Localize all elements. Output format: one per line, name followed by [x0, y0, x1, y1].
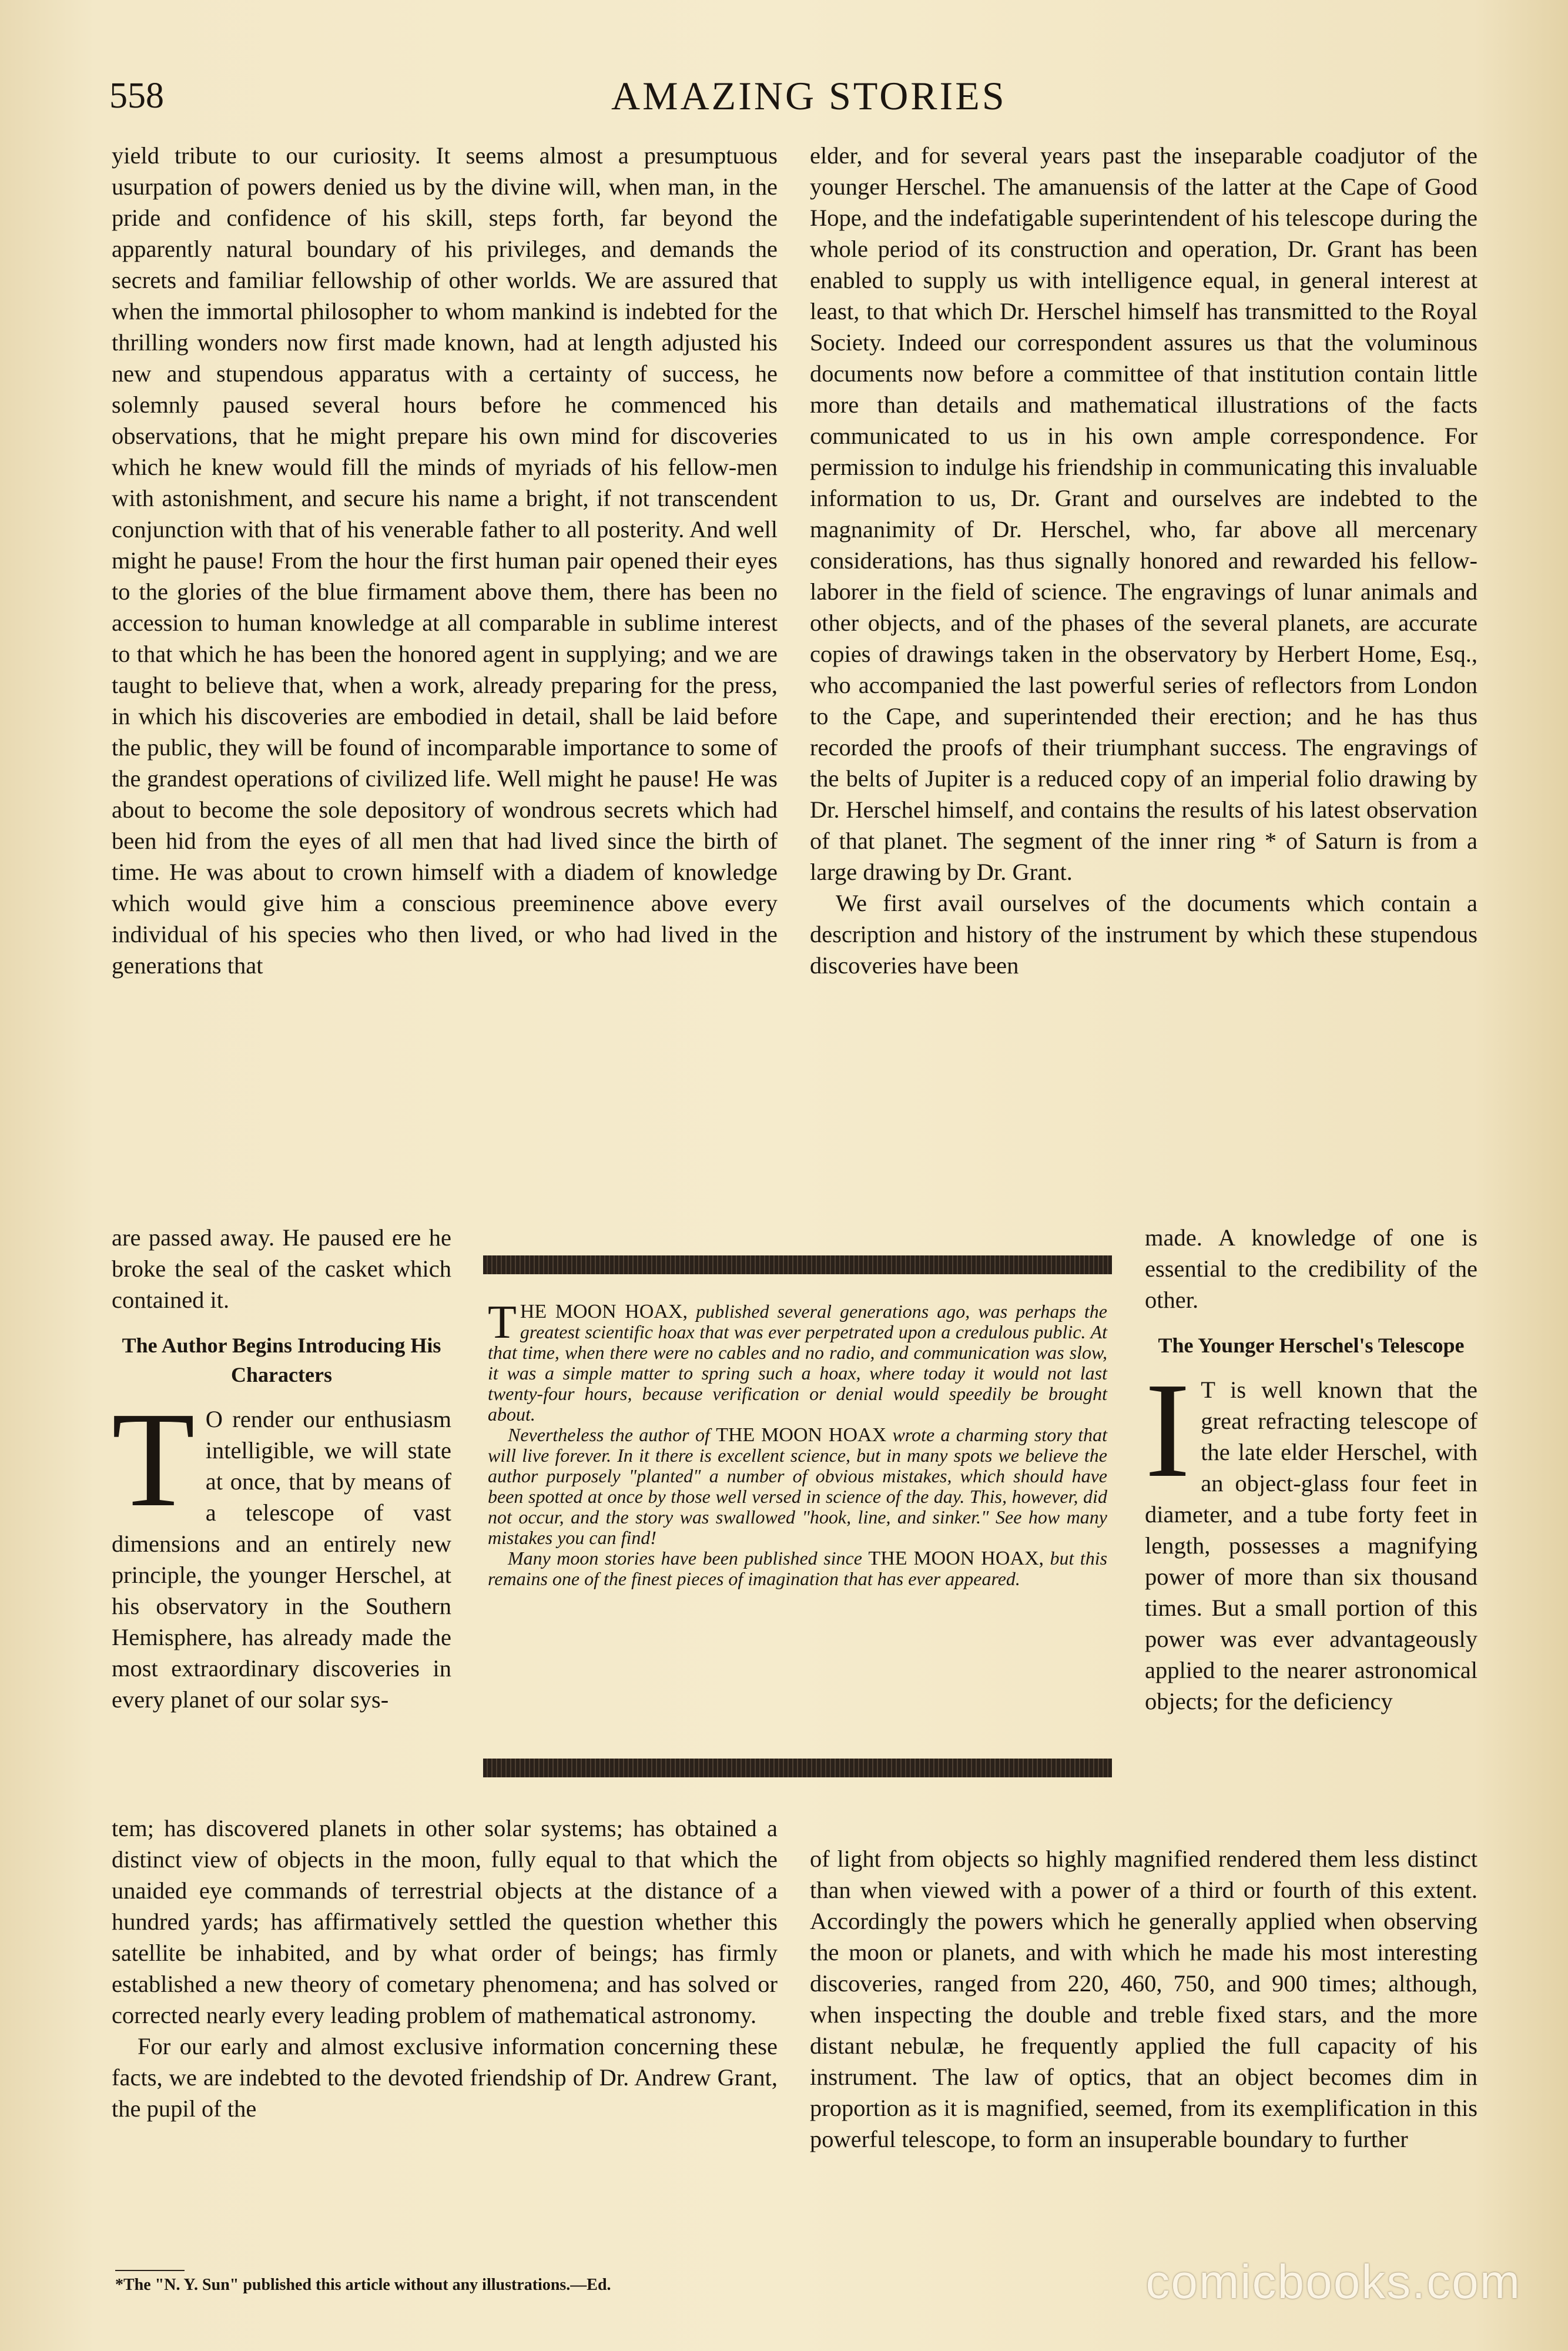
- editorial-paragraph: Many moon stories have been published since THE MOON HOAX, but this remains one of the finest pieces of imagination that has ever appeared.: [488, 1548, 1108, 1589]
- body-paragraph: T O render our enthusiasm intelligible, we will state at once, that by means of a telescope of vast dimensions and an entirely new principle, the younger Herschel, at his observatory in the Southern Hemisphere, has already made the most extraordinary discoveries in every planet of our solar sys-: [112, 1384, 451, 1713]
- footnote-rule: [115, 2270, 185, 2271]
- right-column-top: [810, 140, 1477, 981]
- magazine-title: AMAZING STORIES: [611, 73, 1007, 118]
- right-column-bottom: [810, 1843, 1477, 2155]
- editorial-paragraph: THE MOON HOAX, published several generations ago, was perhaps the greatest scientific hoax that was ever perpetrated upon a credulous public. At that time, when there were no cables and no radio, and communication was slow, it was a simple matter to spring such a hoax, where today it would not last twenty-four hours, because verification or denial would speedily be brought about.: [488, 1297, 1108, 1425]
- footnote: *The "N. Y. Sun" published this article without any illustrations.—Ed.: [115, 2276, 611, 2295]
- body-paragraph: I T is well known that the great refracting telescope of the late elder Herschel, with an object-glass four feet in diameter, and a tube forty feet in length, possesses a magnifying power of more than six thousand times. But a small portion of this power was ever advantageously applied to the nearer astronomical objects; for the deficiency: [1145, 1355, 1477, 1714]
- left-column-middle: [112, 1222, 451, 1715]
- right-column-middle: [1145, 1222, 1477, 1717]
- body-paragraph: are passed away. He paused ere he broke the seal of the casket which contained it.: [112, 1224, 451, 1313]
- body-paragraph: yield tribute to our curiosity. It seems almost a presumptuous usurpation of powers denied us by the divine will, when man, in the pride and confidence of his skill, steps forth, far beyond the apparently natural boundary of his privileges, and demands the secrets and familiar fellowship of other worlds. We are assured that when the immortal philosopher to whom mankind is indebted for the thrilling wonders now first made known, had at length adjusted his new and stupendous apparatus with a certainty of success, he solemnly paused several hours before he commenced his observations, that he might prepare his own mind for discoveries which he knew would fill the minds of myriads of his fellow-men with astonishment, and secure his name a bright, if not transcendent conjunction with that of his venerable father to all posterity. And well might he pause! From the hour the first human pair opened their eyes to the glories of the blue firmament above them, there has been no accession to human knowledge at all comparable in sublime interest to that which he has been the honored agent in supplying; and we are taught to believe that, when a work, already preparing for the press, in which his discoveries are embodied in detail, shall be laid before the public, they will be found of incomparable importance to some of the grandest operations of civilized life. Well might he pause! He was about to become the sole depository of wondrous secrets which had been hid from the eyes of all men that had lived since the birth of time. He was about to crown himself with a diadem of knowledge which would give him a conscious preeminence above every individual of his species who then lived, or who had lived in the generations that: [112, 142, 778, 979]
- story-title: HE MOON HOAX,: [520, 1301, 688, 1322]
- editorial-paragraph: Nevertheless the author of THE MOON HOAX wrote a charming story that will live forever. In it there is excellent science, but in many spots we believe the author purposely "planted" a number of obvious mistakes, which should have been spotted at once by those well versed in science of the day. This, however, did not occur, and the story was swallowed "hook, line, and sinker." See how many mistakes you can find!: [488, 1424, 1108, 1548]
- drop-cap: T: [488, 1297, 517, 1348]
- page-number: 558: [109, 76, 164, 116]
- body-paragraph: of light from objects so highly magnified rendered them less distinct than when viewed with a power of a third or fourth of this extent. Accordingly the powers which he generally applied when observing the moon or planets, and with which he made his most interesting discoveries, ranged from 220, 460, 750, and 900 times; although, when inspecting the double and treble fixed stars, and the more distant nebulæ, he frequently applied the full capacity of his instrument. The law of optics, that an object becomes dim in proportion as it is magnified, seemed, from its exemplification in this powerful telescope, to form an insuperable boundary to further: [810, 1846, 1477, 2152]
- editorial-box: [483, 1255, 1112, 1777]
- body-paragraph: For our early and almost exclusive information concerning these facts, we are indebted to the devoted friendship of Dr. Andrew Grant, the pupil of the: [112, 2033, 778, 2122]
- drop-cap: T: [112, 1384, 195, 1535]
- decorative-bar-bottom: [483, 1759, 1112, 1777]
- left-column-bottom: [112, 1813, 778, 2124]
- body-paragraph: We first avail ourselves of the documents which contain a description and history of the instrument by which these stupendous discoveries have been: [810, 890, 1477, 979]
- decorative-bar-top: [483, 1255, 1112, 1274]
- story-title: THE MOON HOAX,: [868, 1548, 1044, 1569]
- section-subheading: The Author Begins Introducing His Characters: [122, 1334, 441, 1387]
- body-paragraph: tem; has discovered planets in other solar systems; has obtained a distinct view of objects in the moon, fully equal to that which the unaided eye commands of terrestrial objects at the distance of a hundred yards; has affirmatively settled the question whether this satellite be inhabited, and by what order of beings; has firmly established a new theory of cometary phenomena; and has solved or corrected nearly every leading problem of mathematical astronomy.: [112, 1815, 778, 2028]
- body-paragraph: elder, and for several years past the inseparable coadjutor of the younger Herschel. The amanuensis of the latter at the Cape of Good Hope, and the indefatigable superintendent of his telescope during the whole period of its construction and operation, Dr. Grant has been enabled to supply us with intelligence equal, in general interest at least, to that which Dr. Herschel himself has transmitted to the Royal Society. Indeed our correspondent assures us that the voluminous documents now before a committee of that institution contain little more than details and mathematical illustrations of the facts communicated to us in his own ample correspondence. For permission to indulge his friendship in communicating this invaluable information to us, Dr. Grant and ourselves are indebted to the magnanimity of Dr. Herschel, who, far above all mercenary considerations, has thus signally honored and rewarded his fellow-laborer in the field of science. The engravings of lunar animals and other objects, and of the phases of the several planets, are accurate copies of drawings taken in the observatory by Herbert Home, Esq., who accompanied the last powerful series of reflectors from London to the Cape, and superintended their erection; and he has thus recorded the proofs of their triumphant success. The engravings of the belts of Jupiter is a reduced copy of an imperial folio drawing by Dr. Herschel himself, and contains the results of his latest observation of that planet. The segment of the inner ring * of Saturn is from a large drawing by Dr. Grant.: [810, 142, 1477, 885]
- body-paragraph: made. A knowledge of one is essential to the credibility of the other.: [1145, 1224, 1477, 1313]
- watermark: comicbooks.com: [1145, 2255, 1521, 2309]
- story-title: THE MOON HOAX: [716, 1424, 887, 1446]
- editorial-text: [488, 1297, 1108, 1589]
- left-column-top: [112, 140, 778, 981]
- section-subheading: The Younger Herschel's Telescope: [1158, 1334, 1465, 1357]
- drop-cap: I: [1145, 1355, 1191, 1506]
